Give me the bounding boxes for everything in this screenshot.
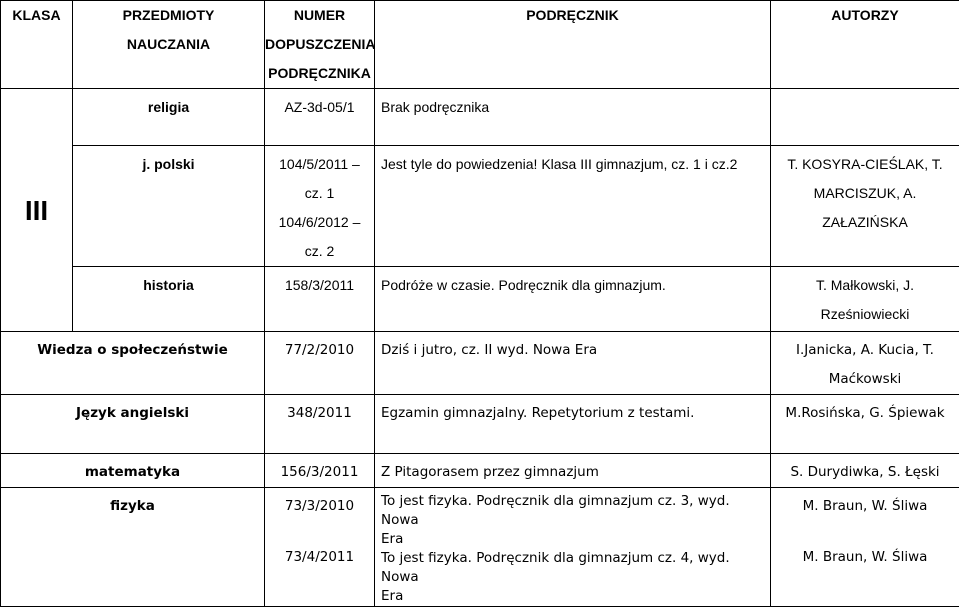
number-cell: 77/2/2010 (265, 332, 375, 395)
subject-cell: religia (73, 89, 265, 146)
table-row (1, 454, 959, 488)
book-cell: Egzamin gimnazjalny. Repetytorium z testami. (375, 395, 771, 454)
authors-cell: I.Janicka, A. Kucia, T. Maćkowski (771, 332, 959, 395)
klasa-cell: III (1, 89, 73, 332)
number-cell: AZ-3d-05/1 (265, 89, 375, 146)
book-cell: Jest tyle do powiedzenia! Klasa III gimnazjum, cz. 1 i cz.2 (375, 146, 771, 267)
number-cell: 104/5/2011 – cz. 1 104/6/2012 – cz. 2 (265, 146, 375, 267)
authors-cell: S. Durydiwka, S. Łęski (771, 454, 959, 488)
table-row (1, 488, 959, 607)
number-cell: 73/3/2010 73/4/2011 (265, 488, 375, 607)
table-row (1, 146, 959, 267)
table-row (1, 332, 959, 395)
authors-cell (771, 89, 959, 146)
header-przedmioty: PRZEDMIOTY NAUCZANIA (73, 1, 265, 89)
subject-cell: matematyka (1, 454, 265, 488)
authors-cell: M.Rosińska, G. Śpiewak (771, 395, 959, 454)
number-cell: 348/2011 (265, 395, 375, 454)
header-autorzy: AUTORZY (771, 1, 959, 89)
book-cell: Z Pitagorasem przez gimnazjum (375, 454, 771, 488)
header-row (1, 1, 959, 89)
subject-cell: j. polski (73, 146, 265, 267)
book-cell: To jest fizyka. Podręcznik dla gimnazjum cz. 3, wyd. Nowa Era To jest fizyka. Podręcznik dla gimnazjum cz. 4, wyd. Nowa Era (375, 488, 771, 607)
header-klasa: KLASA (1, 1, 73, 89)
header-podrecznik: PODRĘCZNIK (375, 1, 771, 89)
subject-cell: Wiedza o społeczeństwie (1, 332, 265, 395)
header-numer: NUMER DOPUSZCZENIA PODRĘCZNIKA (265, 1, 375, 89)
authors-cell: T. KOSYRA-CIEŚLAK, T. MARCISZUK, A. ZAŁAZIŃSKA (771, 146, 959, 267)
authors-cell: T. Małkowski, J. Rześniowiecki (771, 267, 959, 332)
authors-cell: M. Braun, W. Śliwa M. Braun, W. Śliwa (771, 488, 959, 607)
book-cell: Podróże w czasie. Podręcznik dla gimnazjum. (375, 267, 771, 332)
table-row (1, 267, 959, 332)
subject-cell: Język angielski (1, 395, 265, 454)
number-cell: 158/3/2011 (265, 267, 375, 332)
table-row (1, 89, 959, 146)
number-cell: 156/3/2011 (265, 454, 375, 488)
table-row (1, 395, 959, 454)
book-cell: Dziś i jutro, cz. II wyd. Nowa Era (375, 332, 771, 395)
subject-cell: fizyka (1, 488, 265, 607)
book-cell: Brak podręcznika (375, 89, 771, 146)
subject-cell: historia (73, 267, 265, 332)
